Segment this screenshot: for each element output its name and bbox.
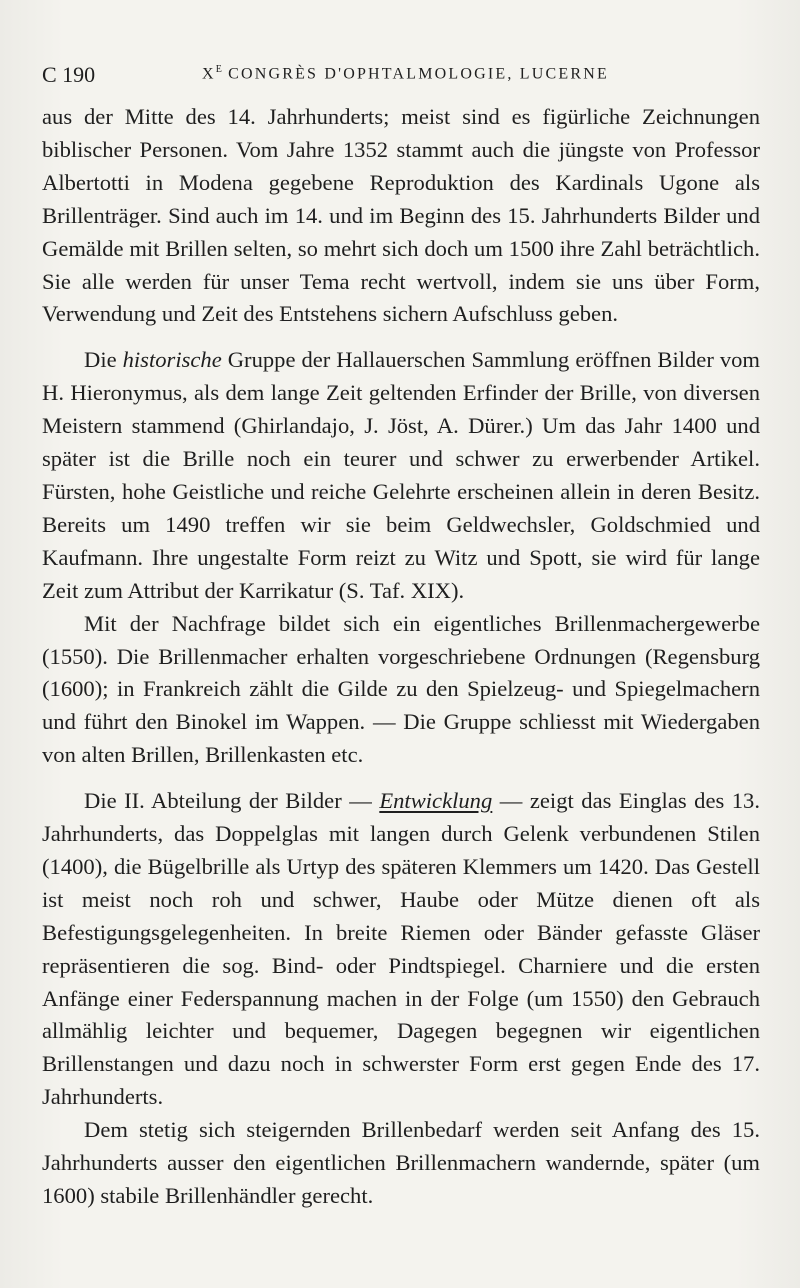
body-text <box>42 101 760 1213</box>
paragraph-2-lead: Die <box>84 347 117 373</box>
congress-title: CONGRÈS D'OPHTALMOLOGIE, LUCERNE <box>228 65 609 83</box>
paragraph-2 <box>42 344 760 607</box>
paragraph-2-rest: Gruppe der Hallauerschen Sammlung eröffnen Bilder vom H. Hieronymus, als dem lange Zeit geltenden Erfinder der Brille, von diversen Meistern stammend (Ghirlandajo, J. Jöst, A. Dürer.) Um das Jahr 1400 und später ist die Brille noch ein teurer und schwer zu erwerbender Artikel. Fürsten, hohe Geistliche und reiche Gelehrte erscheinen allein in deren Besitz. Bereits um 1490 treffen wir sie beim Geldwechsler, Goldschmied und Kaufmann. Ihre ungestalte Form reizt zu Witz und Spott, sie wird für lange Zeit zum Attribut der Karrikatur (S. Taf. XIX). <box>42 347 760 603</box>
roman-numeral: X <box>202 65 216 83</box>
paragraph-1: aus der Mitte des 14. Jahrhunderts; meist sind es figürliche Zeichnungen biblischer Personen. Vom Jahre 1352 stammt auch die jüngste von Professor Albertotti in Modena gegebene Reproduktion des Kardinals Ugone als Brillenträger. Sind auch im 14. und im Beginn des 15. Jahrhunderts Bilder und Gemälde mit Brillen selten, so mehrt sich doch um 1500 ihre Zahl beträchtlich. Sie alle werden für unser Tema recht wertvoll, indem sie uns über Form, Verwendung und Zeit des Entstehens sichern Aufschluss geben. <box>42 104 760 327</box>
paragraph-4-lead: Die II. Abteilung der Bilder — <box>84 788 372 814</box>
page-number: C 190 <box>42 62 96 87</box>
paragraph-2-emphasis: historische <box>122 347 222 373</box>
paragraph-5: Dem stetig sich steigernden Brillenbedarf werden seit Anfang des 15. Jahrhunderts ausser den eigentlichen Brillenmachern wandernde, später (um 1600) stabile Brillenhändler gerecht. <box>42 1117 760 1208</box>
paragraph-4 <box>42 785 760 1114</box>
paragraph-4-rest: — zeigt das Einglas des 13. Jahrhunderts, das Doppelglas mit langen durch Gelenk verbundenen Stilen (1400), die Bügelbrille als Urtyp des späteren Klemmers um 1420. Das Gestell ist meist noch roh und schwer, Haube oder Mütze dienen oft als Befestigungsgelegenheiten. In breite Riemen oder Bänder gefasste Gläser repräsentieren die sog. Bind- oder Pindtspiegel. Charniere und die ersten Anfänge einer Federspannung machen in der Folge (um 1550) den Gebrauch allmählig leichter und bequemer, Dagegen begegnen wir eigentlichen Brillenstangen und dazu noch in schwerster Form erst gegen Ende des 17. Jahrhunderts. <box>42 788 760 1110</box>
paragraph-4-emphasis: Entwicklung <box>379 788 493 814</box>
journal-title <box>202 64 609 83</box>
running-head <box>42 62 760 92</box>
paragraph-3: Mit der Nachfrage bildet sich ein eigentliches Brillenmachergewerbe (1550). Die Brillenmacher erhalten vorgeschriebene Ordnungen (Regensburg (1600); in Frankreich zählt die Gilde zu den Spielzeug- und Spiegelmachern und führt den Binokel im Wappen. — Die Gruppe schliesst mit Wiedergaben von alten Brillen, Brillenkasten etc. <box>42 610 760 768</box>
ordinal-suffix: E <box>215 64 222 75</box>
